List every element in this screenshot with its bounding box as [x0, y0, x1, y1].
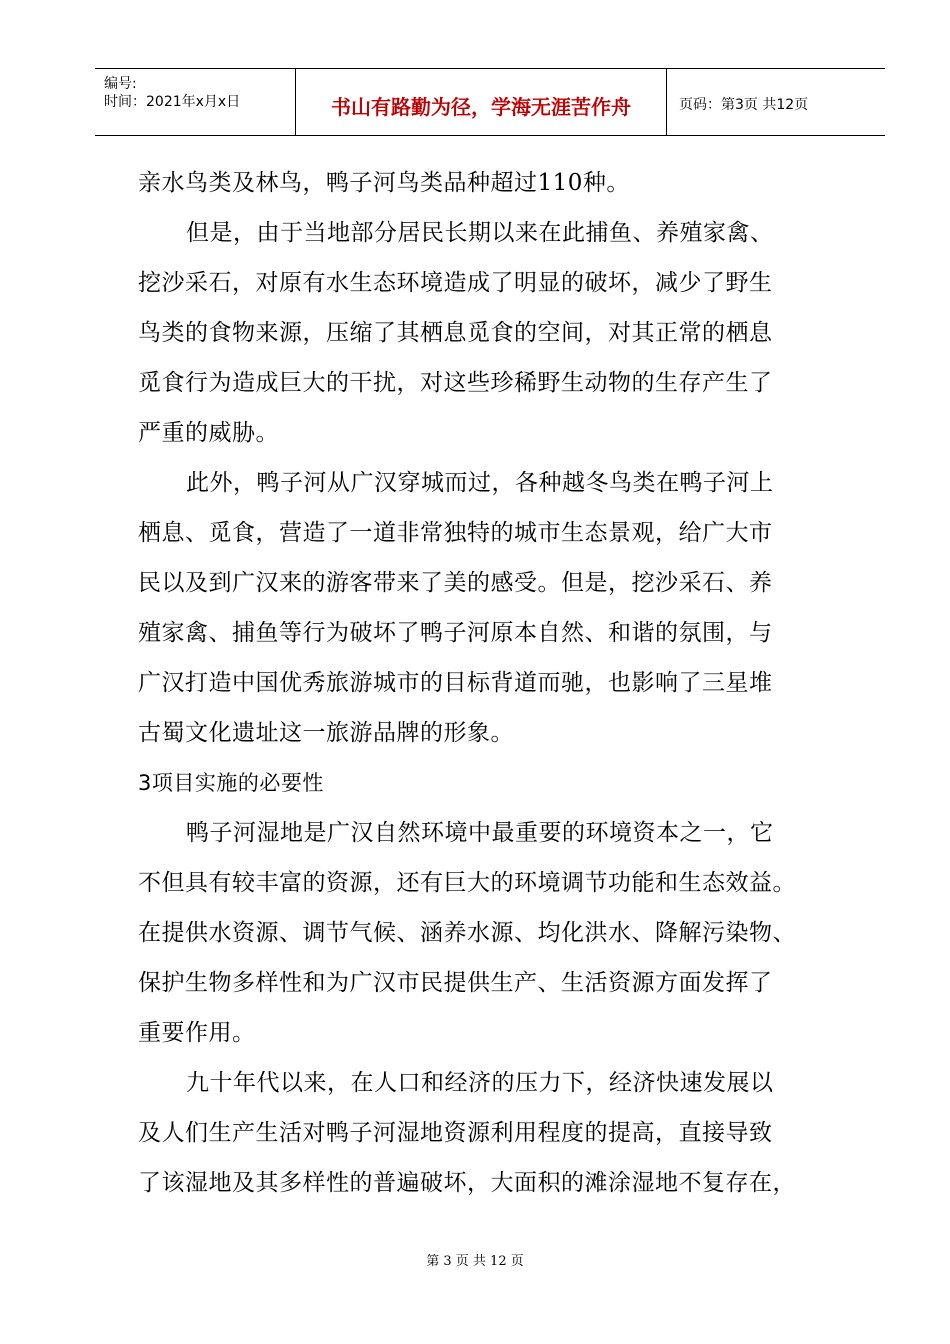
- body-line: 广汉打造中国优秀旅游城市的目标背道而驰，也影响了三星堆: [138, 670, 773, 696]
- page-header: [95, 68, 885, 136]
- body-line: 及人们生产生活对鸭子河湿地资源利用程度的提高，直接导致: [138, 1120, 773, 1146]
- body-line: 了该湿地及其多样性的普遍破坏，大面积的滩涂湿地不复存在，: [138, 1170, 796, 1196]
- body-line: 九十年代以来，在人口和经济的压力下，经济快速发展以: [186, 1070, 774, 1096]
- header-motto: 书山有路勤为径，学海无涯苦作舟: [331, 95, 631, 119]
- body-line: 栖息、觅食，营造了一道非常独特的城市生态景观，给广大市: [138, 520, 773, 546]
- document-time-label: 时间：2021年x月x日: [104, 94, 241, 110]
- page-footer: 第 3 页 共 12 页: [426, 1254, 524, 1269]
- body-line: 鸭子河湿地是广汉自然环境中最重要的环境资本之一，它: [186, 820, 774, 846]
- body-line: 严重的威胁。: [138, 420, 279, 446]
- body-line: 亲水鸟类及林鸟，鸭子河鸟类品种超过110种。: [138, 170, 630, 196]
- header-left-cell: [95, 69, 295, 135]
- header-middle-cell: [295, 69, 667, 135]
- document-body: [138, 158, 843, 1208]
- body-line: 不但具有较丰富的资源，还有巨大的环境调节功能和生态效益。: [138, 870, 796, 896]
- body-line: 重要作用。: [138, 1020, 256, 1046]
- body-line: 殖家禽、捕鱼等行为破坏了鸭子河原本自然、和谐的氛围，与: [138, 620, 773, 646]
- body-line: 挖沙采石，对原有水生态环境造成了明显的破坏，减少了野生: [138, 270, 773, 296]
- body-line: 鸟类的食物来源，压缩了其栖息觅食的空间，对其正常的栖息: [138, 320, 773, 346]
- document-code-label: 编号:: [104, 76, 137, 92]
- section-heading: 3项目实施的必要性: [138, 771, 324, 795]
- body-line: 保护生物多样性和为广汉市民提供生产、生活资源方面发挥了: [138, 970, 773, 996]
- body-line: 古蜀文化遗址这一旅游品牌的形象。: [138, 720, 514, 746]
- body-line: 但是，由于当地部分居民长期以来在此捕鱼、养殖家禽、: [186, 220, 774, 246]
- header-page-number: 页码：第3页 共12页: [679, 97, 809, 113]
- header-right-cell: [667, 69, 885, 135]
- body-line: 在提供水资源、调节气候、涵养水源、均化洪水、降解污染物、: [138, 920, 796, 946]
- body-line: 觅食行为造成巨大的干扰，对这些珍稀野生动物的生存产生了: [138, 370, 773, 396]
- body-line: 民以及到广汉来的游客带来了美的感受。但是，挖沙采石、养: [138, 570, 773, 596]
- body-line: 此外，鸭子河从广汉穿城而过，各种越冬鸟类在鸭子河上: [186, 470, 774, 496]
